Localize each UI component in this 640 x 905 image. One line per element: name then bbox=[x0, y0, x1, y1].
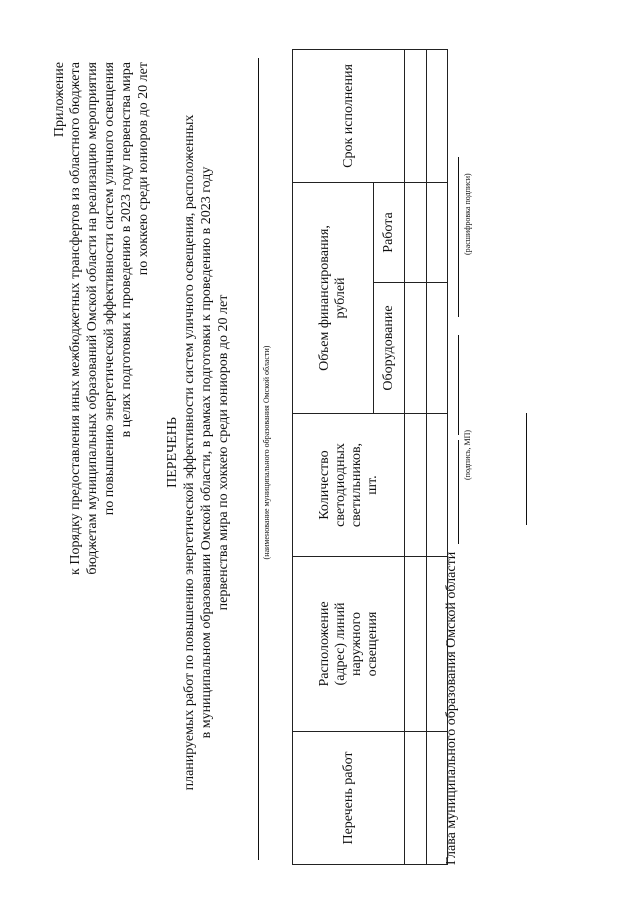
appendix-line: к Порядку предоставления иных межбюджетных трансфертов из областного бюджета bbox=[68, 62, 83, 575]
municipality-line bbox=[258, 58, 259, 860]
appendix-line: по хоккею среди юниоров до 20 лет bbox=[136, 62, 151, 276]
name-caption: (расшифровка подписи) bbox=[463, 173, 472, 255]
name-line bbox=[458, 157, 459, 317]
header-count: Количество светодиодных светильников, шт. bbox=[293, 414, 405, 557]
municipality-caption: (наименование муниципального образования Омской области) bbox=[262, 345, 271, 560]
header-location: Расположение (адрес) линий наружного освещения bbox=[293, 557, 405, 732]
header-equipment: Оборудование bbox=[374, 283, 405, 414]
header-works: Перечень работ bbox=[293, 732, 405, 865]
header-labor: Работа bbox=[374, 182, 405, 282]
signature-caption: (подпись, МП) bbox=[463, 429, 472, 480]
heading-line: планируемых работ по повышению энергетической эффективности систем уличного освещения, расположенных bbox=[182, 114, 197, 791]
divider-line bbox=[526, 413, 527, 525]
works-table bbox=[292, 49, 448, 865]
signature-label: Глава муниципального образования Омской области bbox=[444, 551, 459, 865]
signature-line bbox=[458, 440, 459, 544]
appendix-title: Приложение bbox=[52, 62, 67, 138]
appendix-line: в целях подготовки к проведению в 2023 году первенства мира bbox=[119, 62, 134, 438]
header-deadline: Срок исполнения bbox=[293, 49, 405, 182]
appendix-line: бюджетам муниципальных образований Омской области на реализацию мероприятия bbox=[85, 62, 100, 575]
appendix-line: по повышению энергетической эффективности систем уличного освещения bbox=[102, 62, 117, 516]
heading-line: в муниципальном образовании Омской области, в рамках подготовки к проведению в 2023 году bbox=[199, 166, 214, 739]
table-row bbox=[405, 49, 427, 864]
heading-line: первенства мира по хоккею среди юниоров до 20 лет bbox=[216, 294, 231, 611]
signature-line bbox=[458, 335, 459, 435]
header-funding: Объем финансирования, рублей bbox=[293, 182, 374, 413]
document-title: ПЕРЕЧЕНЬ bbox=[165, 417, 180, 488]
